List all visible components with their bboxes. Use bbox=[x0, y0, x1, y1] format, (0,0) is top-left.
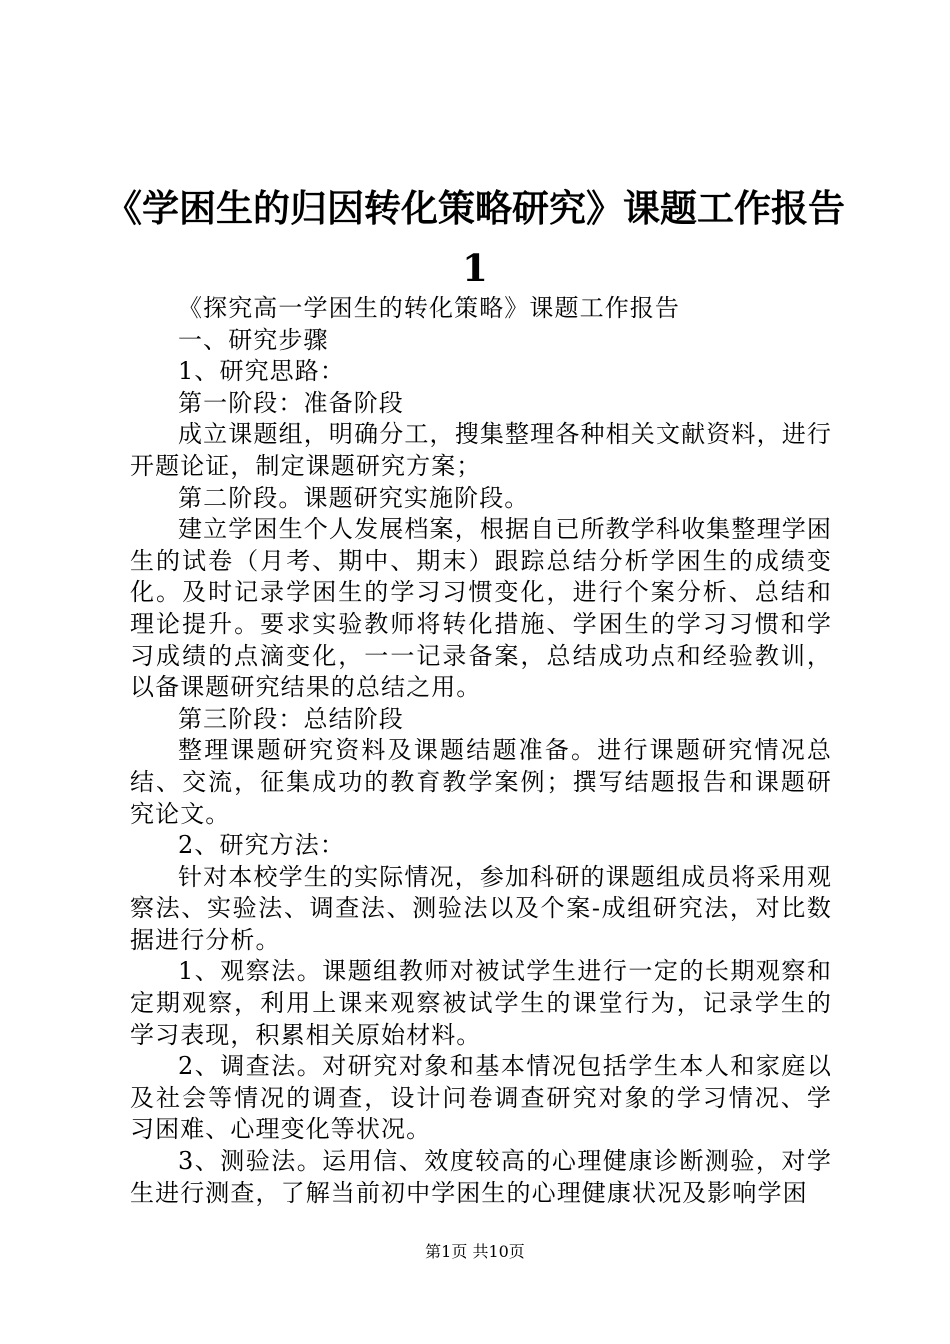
body-paragraph: 整理课题研究资料及课题结题准备。进行课题研究情况总结、交流，征集成功的教育教学案例；撰写结题报告和课题研究论文。 bbox=[130, 736, 832, 828]
stage-heading: 第二阶段。课题研究实施阶段。 bbox=[178, 483, 530, 512]
section-heading: 一、研究步骤 bbox=[178, 325, 329, 354]
document-title-number: 1 bbox=[462, 246, 488, 290]
document-body bbox=[130, 293, 832, 1209]
subtitle-paragraph: 《探究高一学困生的转化策略》课题工作报告 bbox=[178, 294, 680, 322]
body-paragraph: 建立学困生个人发展档案，根据自已所教学科收集整理学困生的试卷（月考、期中、期末）跟踪总结分析学困生的成绩变化。及时记录学困生的学习习惯变化，进行个案分析、总结和理论提升。要求实验教师将转化措施、学困生的学习习惯和学习成绩的点滴变化，一一记录备案，总结成功点和经验教训，以备课题研究结果的总结之用。 bbox=[130, 515, 832, 702]
subsection-heading: 2、研究方法： bbox=[178, 831, 345, 860]
stage-heading: 第三阶段：总结阶段 bbox=[178, 704, 404, 733]
page-footer: 第1页 共10页 bbox=[425, 1242, 525, 1261]
document-title: 《学困生的归因转化策略研究》课题工作报告 bbox=[105, 186, 845, 230]
method-paragraph: 2、调查法。对研究对象和基本情况包括学生本人和家庭以及社会等情况的调查，设计问卷调查研究对象的学习情况、学习困难、心理变化等状况。 bbox=[130, 1052, 832, 1144]
stage-heading: 第一阶段：准备阶段 bbox=[178, 388, 404, 417]
body-paragraph: 针对本校学生的实际情况，参加科研的课题组成员将采用观察法、实验法、调查法、测验法以及个案-成组研究法，对比数据进行分析。 bbox=[130, 862, 832, 954]
subsection-heading: 1、研究思路： bbox=[178, 357, 345, 386]
body-paragraph: 成立课题组，明确分工，搜集整理各种相关文献资料，进行开题论证，制定课题研究方案； bbox=[130, 420, 832, 480]
method-paragraph: 1、观察法。课题组教师对被试学生进行一定的长期观察和定期观察，利用上课来观察被试学生的课堂行为，记录学生的学习表现，积累相关原始材料。 bbox=[130, 957, 832, 1049]
method-paragraph: 3、测验法。运用信、效度较高的心理健康诊断测验，对学生进行测查，了解当前初中学困生的心理健康状况及影响学困 bbox=[130, 1147, 832, 1207]
